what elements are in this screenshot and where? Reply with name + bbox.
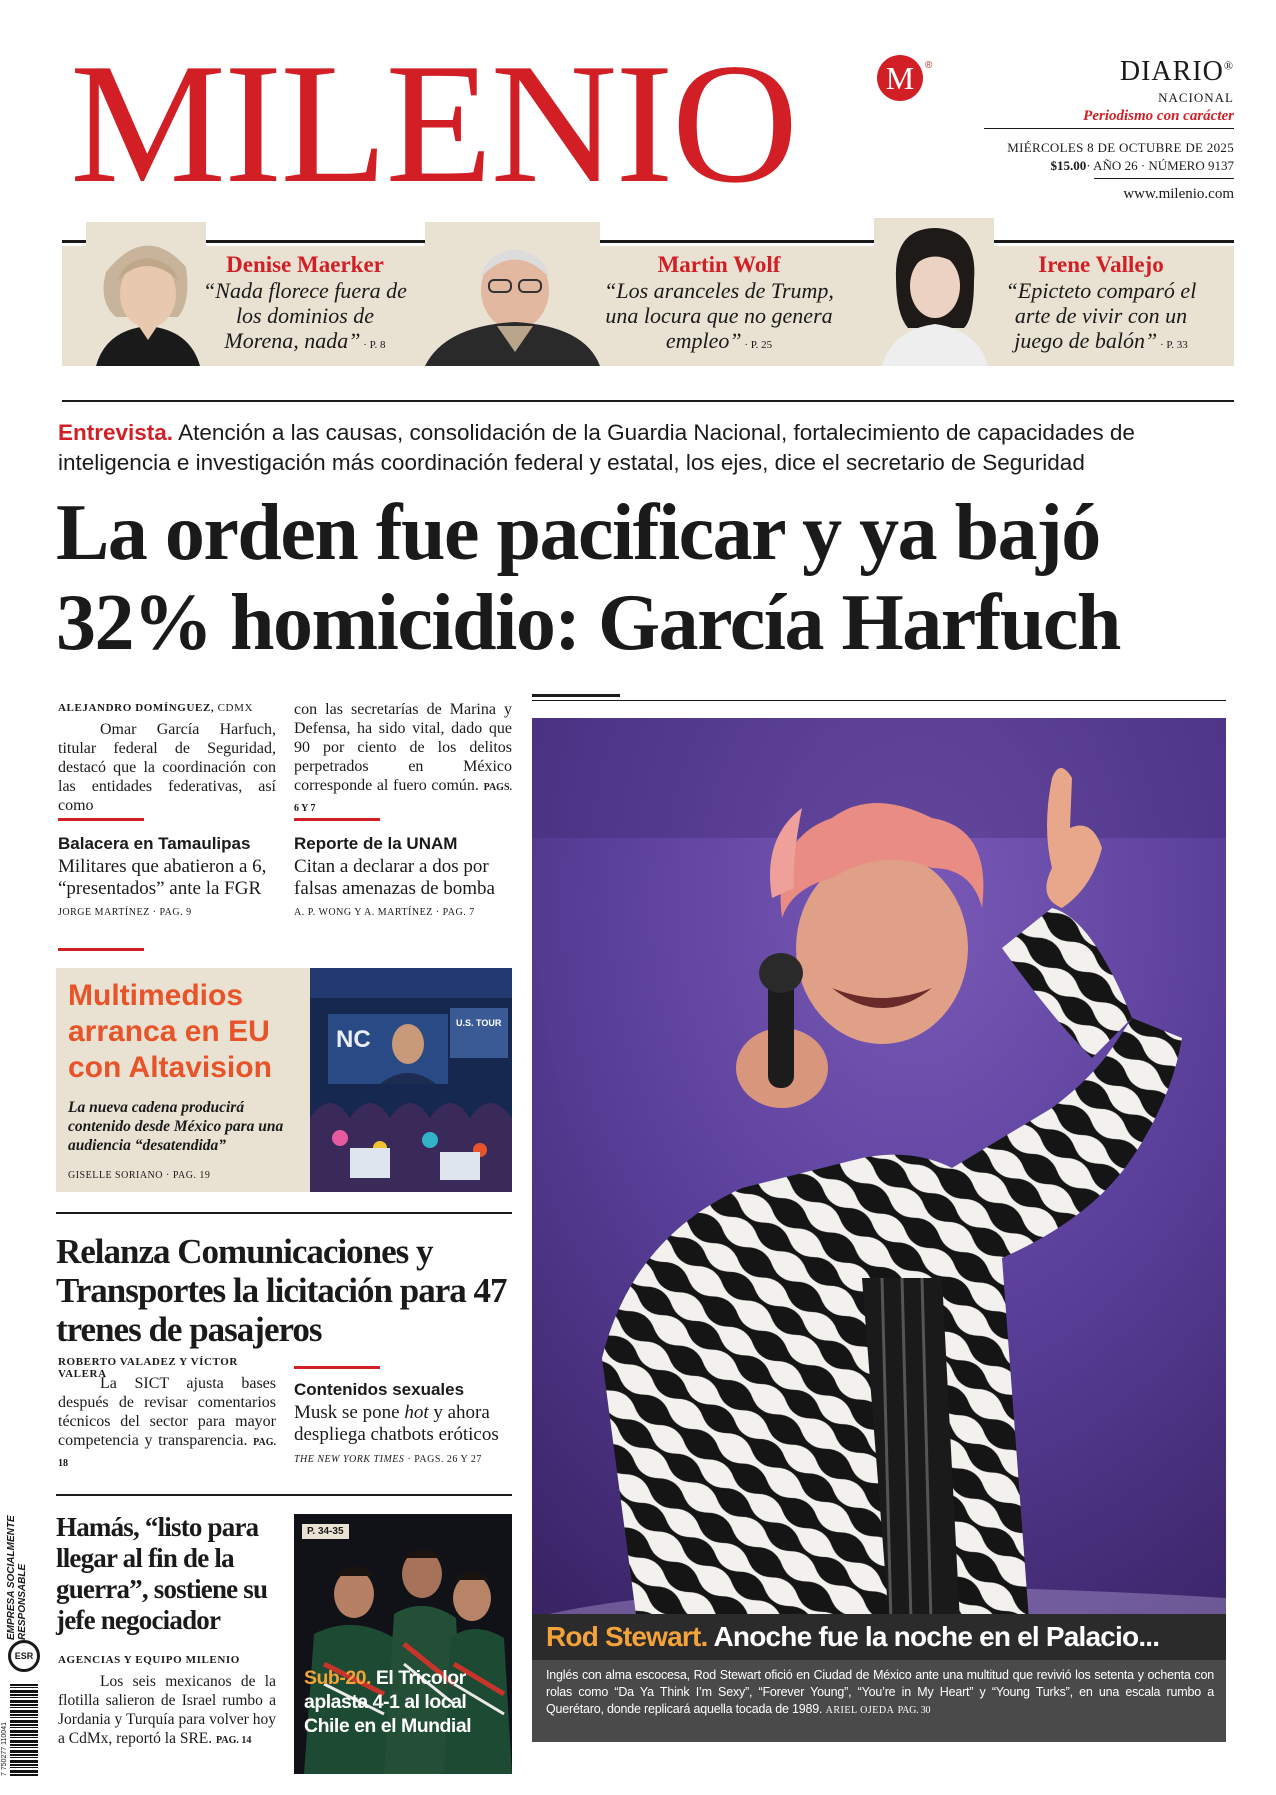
columnist-quote-maerker: “Nada florece fuera de los dominios de Morena, nada” · P. 8 (203, 278, 407, 353)
multimedios-headline[interactable]: Multimedios arranca en EU con Altavision (68, 979, 272, 1084)
hamas-byline: AGENCIAS Y EQUIPO MILENIO (58, 1654, 240, 1666)
multimedios-rule (58, 948, 144, 951)
multimedios-photo (310, 968, 512, 1192)
band-top-rule (62, 240, 1234, 243)
brief-rule-2 (294, 818, 380, 821)
esr-badge (6, 1510, 50, 1642)
columnist-name-vallejo[interactable]: Irene Vallejo (1038, 252, 1164, 277)
columnist-portrait-maerker (86, 222, 206, 366)
lead-byline: ALEJANDRO DOMÍNGUEZ, CDMX (58, 702, 253, 714)
esr-logo-icon: ESR (8, 1640, 40, 1672)
website-link[interactable]: www.milenio.com (1123, 186, 1234, 202)
multimedios-deck: La nueva cadena producirá contenido desde México para una audiencia “desatendida” (68, 1099, 284, 1154)
brief-credit-tamaulipas: JORGE MARTÍNEZ · PAG. 9 (58, 907, 192, 918)
lead-headline: La orden fue pacificar y ya bajó 32% homicidio: García Harfuch (56, 489, 1120, 667)
brief-credit-unam: A. P. WONG Y A. MARTÍNEZ · PAG. 7 (294, 907, 475, 918)
barcode-icon (10, 1684, 38, 1776)
esr-label: EMPRESA SOCIALMENTE RESPONSABLE (6, 1515, 28, 1640)
hamas-headline[interactable]: Hamás, “listo para llegar al fin de la guerra”, sostiene su jefe negociador (56, 1512, 268, 1635)
musk-credit: THE NEW YORK TIMES · PAGS. 26 Y 27 (294, 1454, 482, 1465)
columnist-portrait-vallejo (874, 218, 994, 366)
hamas-top-rule (56, 1494, 512, 1496)
musk-text: Musk se pone hot y ahora despliega chatbots eróticos (294, 1402, 499, 1445)
trains-top-rule (56, 1212, 512, 1214)
logo-m-mark: M (877, 55, 923, 101)
multimedios-photo-screen: NC (336, 1026, 371, 1053)
rod-headline[interactable]: Rod Stewart. Anoche fue la noche en el Palacio... (546, 1621, 1160, 1652)
columnist-quote-wolf: “Los aranceles de Trump, una locura que no genera empleo” · P. 25 (604, 278, 834, 353)
rod-stewart-photo (532, 718, 1226, 1660)
brief-text-tamaulipas: Militares que abatieron a 6, “presentados” ante la FGR (58, 856, 267, 899)
columnist-portrait-wolf (425, 222, 600, 366)
lead-body-col2: con las secretarías de Marina y Defensa, ha sido vital, dado que 90 por ciento de los delitos perpetrados en México corresponde al fuero común. PAGS. 6 Y 7 (294, 701, 513, 814)
sub20-photo (294, 1514, 512, 1774)
brief-rule-1 (58, 818, 144, 821)
trains-headline[interactable]: Relanza Comunicaciones y Transportes la licitación para 47 trenes de pasajeros (56, 1232, 507, 1349)
milenio-logo: MILENIO (70, 29, 797, 219)
brief-kicker-unam[interactable]: Reporte de la UNAM (294, 834, 458, 853)
edition-label: DIARIO® (1119, 56, 1234, 87)
musk-rule (294, 1366, 380, 1369)
rod-caption: Inglés con alma escocesa, Rod Stewart ofició en Ciudad de México ante una multitud que revivió los setenta y ochenta con rolas como “Da Ya Think I’m Sexy”, “Forever Young”, “You’re in My Heart” y “Young Turks”, en una escala rumbo a Querétaro, donde replicará aquella tocada de 1989. ARIEL OJEDA PAG. 30 (546, 1668, 1214, 1716)
hamas-body: Los seis mexicanos de la flotilla salieron de Israel rumbo a Jordania y Turquía para volver hoy a CdMx, reportó la SRE. PAG. 14 (58, 1673, 276, 1747)
trains-byline: ROBERTO VALADEZ Y VÍCTOR VALERA (58, 1356, 238, 1380)
brief-text-unam: Citan a declarar a dos por falsas amenazas de bomba (294, 856, 495, 899)
photo-top-thin-rule (532, 700, 1226, 701)
meta-rule (984, 128, 1234, 129)
region-label: NACIONAL (1158, 90, 1234, 105)
sub20-page-badge: P. 34-35 (302, 1524, 349, 1539)
musk-kicker[interactable]: Contenidos sexuales (294, 1380, 465, 1399)
multimedios-credit: GISELLE SORIANO · PAG. 19 (68, 1170, 211, 1181)
registered-mark: ® (925, 60, 933, 71)
columnist-name-maerker[interactable]: Denise Maerker (226, 252, 384, 277)
photo-top-rule (532, 694, 620, 697)
lead-body-col1: Omar García Harfuch, titular federal de Seguridad, destacó que la coordinación con las entidades federativas, así como (58, 721, 276, 814)
lead-top-rule (62, 400, 1234, 402)
columnist-name-wolf[interactable]: Martin Wolf (657, 252, 781, 277)
columnist-quote-vallejo: “Epicteto comparó el arte de vivir con un juego de balón” · P. 33 (1005, 278, 1197, 353)
issue-price: $15.00· AÑO 26 · NÚMERO 9137 (1050, 158, 1234, 173)
trains-body: La SICT ajusta bases después de revisar comentarios técnicos del sector para mayor competencia y transparencia. PAG. 18 (58, 1375, 277, 1469)
tagline: Periodismo con carácter (1083, 108, 1234, 124)
barcode-number: 7 750277 110041 (1, 1722, 8, 1776)
lead-deck: Entrevista. Atención a las causas, consolidación de la Guardia Nacional, fortalecimiento de capacidades de inteligencia e investigación más coordinación federal y estatal, los ejes, dice el secretario de Seguridad (58, 420, 1135, 475)
meta-rule-2 (1094, 178, 1234, 179)
sub20-caption[interactable]: Sub-20. El Tricolor aplasta 4-1 al local Chile en el Mundial (304, 1667, 472, 1737)
brief-kicker-tamaulipas[interactable]: Balacera en Tamaulipas (58, 834, 251, 853)
multimedios-photo-banner: U.S. TOUR (456, 1018, 502, 1028)
issue-date: MIÉRCOLES 8 DE OCTUBRE DE 2025 (1007, 140, 1234, 155)
